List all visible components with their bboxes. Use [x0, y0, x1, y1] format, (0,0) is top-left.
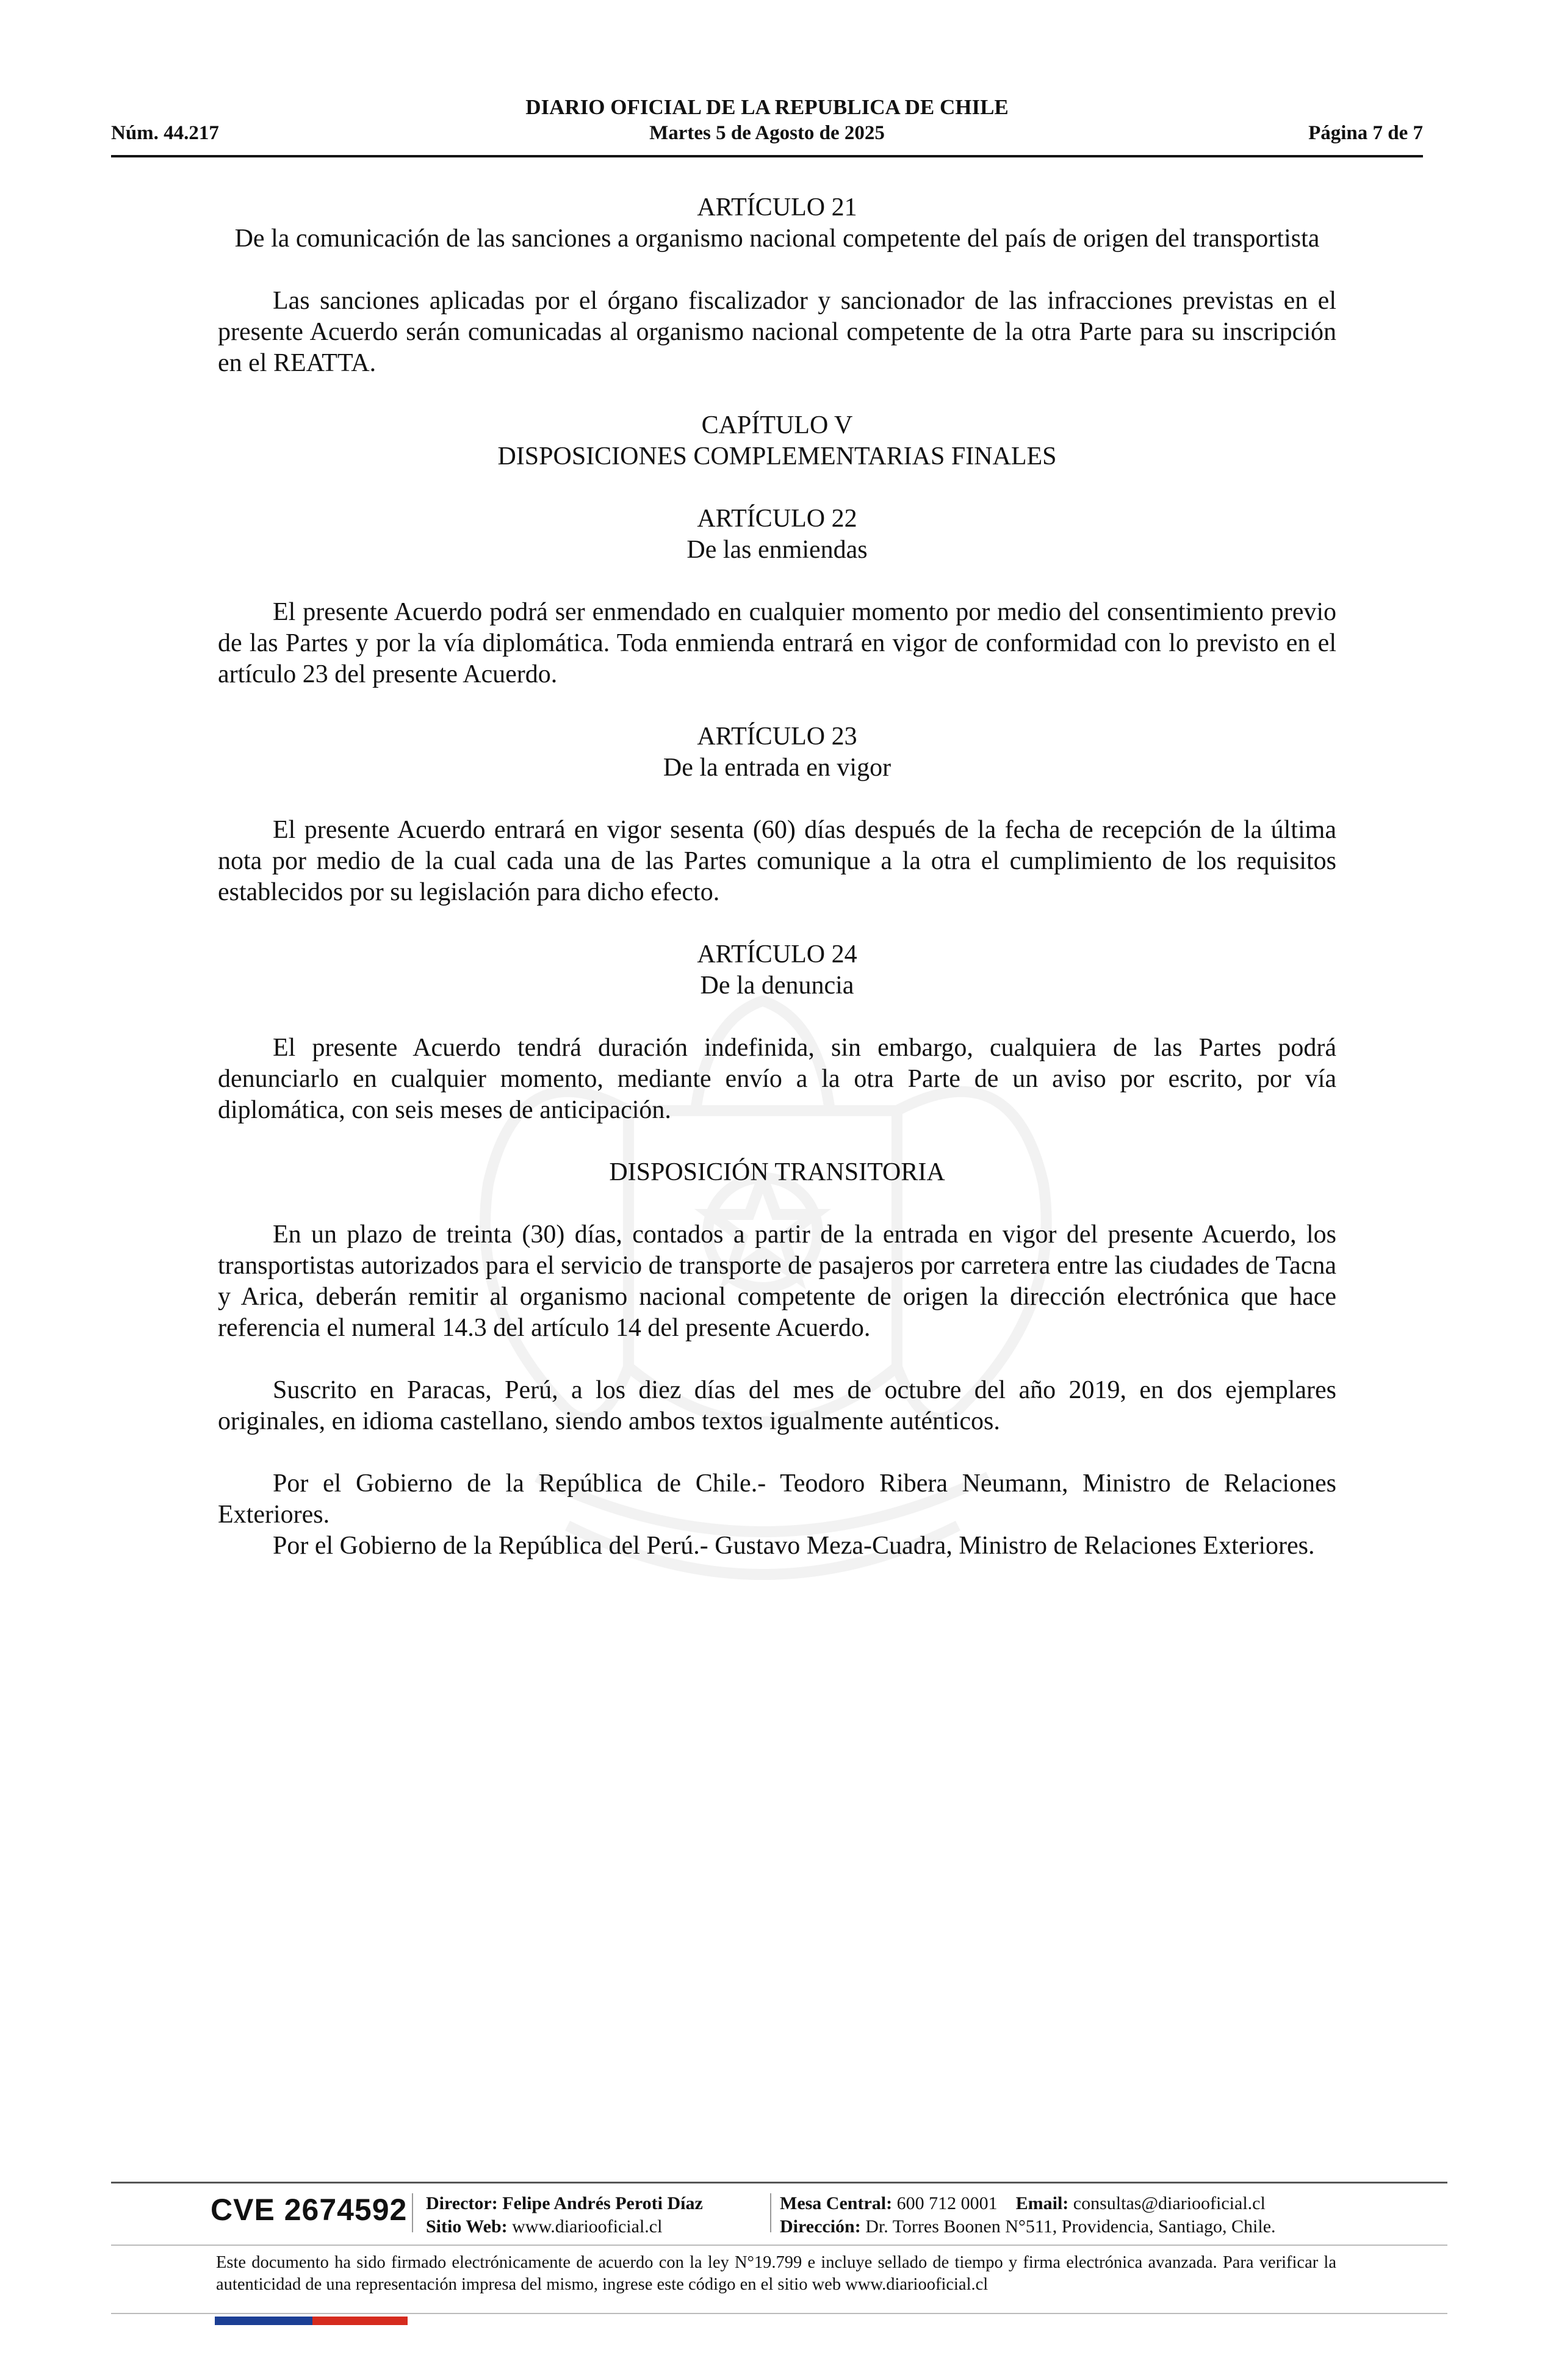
flag-stripe-blue [215, 2317, 312, 2325]
article-subtitle: De las enmiendas [686, 536, 868, 564]
transitory-provision-text: En un plazo de treinta (30) días, contados a partir de la entrada en vigor del presente Acuerdo, los transportistas autorizados para el servicio de transporte de pasajeros por carretera entre las ciudades de Tacna y Arica, deberán remitir al organismo nacional competente de origen la dirección electrónica que hace referencia el numeral 14.3 del artículo 14 del presente Acuerdo. [218, 1221, 1336, 1342]
web-label: Sitio Web: [426, 2216, 508, 2237]
flag-stripe-red [312, 2317, 408, 2325]
footer-director-block [426, 2192, 703, 2238]
signature-notice: Este documento ha sido firmado electrónicamente de acuerdo con la ley N°19.799 e incluye sellado de tiempo y firma electrónica avanzada. Para verificar la autenticidad de una representación impresa del mismo, ingrese este código en el sitio web www.diariooficial.cl [216, 2253, 1336, 2294]
article-title: ARTÍCULO 22 [697, 505, 857, 533]
footer-separator [770, 2193, 771, 2232]
document-body [218, 192, 1336, 1562]
director-label: Director: [426, 2193, 498, 2213]
mesa-label: Mesa Central: [780, 2193, 893, 2213]
email-label: Email: [1015, 2193, 1069, 2213]
footer-divider [111, 2313, 1447, 2314]
article-24-text: El presente Acuerdo tendrá duración indefinida, sin embargo, cualquiera de las Partes podrá denunciarlo en cualquier momento, mediante envío a la otra Parte de un aviso por escrito, por vía diplomática, con seis meses de anticipación. [218, 1034, 1336, 1124]
issue-date: Martes 5 de Agosto de 2025 [649, 122, 885, 144]
article-title: ARTÍCULO 23 [697, 723, 857, 751]
header-divider [111, 155, 1423, 157]
article-title: ARTÍCULO 24 [697, 940, 857, 968]
footer-contact-block [780, 2192, 1427, 2238]
page-header [111, 95, 1423, 157]
email-link[interactable]: consultas@diariooficial.cl [1073, 2193, 1266, 2213]
footer-divider [111, 2245, 1447, 2246]
section-title: DISPOSICIÓN TRANSITORIA [609, 1158, 945, 1186]
article-subtitle: De la denuncia [700, 972, 854, 1000]
chapter-5-heading [218, 410, 1336, 472]
signature-chile: Por el Gobierno de la República de Chile.- Teodoro Ribera Neumann, Ministro de Relaciones Exteriores. [218, 1469, 1336, 1529]
address-value: Dr. Torres Boonen N°511, Providencia, Santiago, Chile. [865, 2216, 1276, 2237]
signing-statement: Suscrito en Paracas, Perú, a los diez días del mes de octubre del año 2019, en dos ejemplares originales, en idioma castellano, siendo ambos textos igualmente auténticos. [218, 1376, 1336, 1435]
transitory-provision-heading [218, 1157, 1336, 1188]
mesa-phone: 600 712 0001 [896, 2193, 998, 2213]
article-title: ARTÍCULO 21 [697, 193, 857, 222]
chapter-title: CAPÍTULO V [701, 411, 853, 439]
article-23-heading [218, 721, 1336, 784]
article-23-text: El presente Acuerdo entrará en vigor sesenta (60) días después de la fecha de recepción de la última nota por medio de la cual cada una de las Partes comunique a la otra el cumplimiento de los requisitos establecidos por su legislación para dicho efecto. [218, 816, 1336, 906]
issue-number: Núm. 44.217 [111, 122, 219, 144]
article-subtitle: De la entrada en vigor [663, 754, 891, 782]
article-22-heading [218, 503, 1336, 566]
web-link[interactable]: www.diariooficial.cl [512, 2216, 663, 2237]
article-subtitle: De la comunicación de las sanciones a organismo nacional competente del país de origen del transportista [234, 225, 1320, 253]
signature-peru: Por el Gobierno de la República del Perú.- Gustavo Meza-Cuadra, Ministro de Relaciones Exteriores. [273, 1532, 1315, 1560]
newspaper-title: DIARIO OFICIAL DE LA REPUBLICA DE CHILE [525, 95, 1009, 119]
director-name: Felipe Andrés Peroti Díaz [502, 2193, 703, 2213]
page-number: Página 7 de 7 [1308, 122, 1423, 144]
article-24-heading [218, 939, 1336, 1001]
chapter-subtitle: DISPOSICIONES COMPLEMENTARIAS FINALES [497, 442, 1057, 471]
article-22-text: El presente Acuerdo podrá ser enmendado en cualquier momento por medio del consentimiento previo de las Partes y por la vía diplomática. Toda enmienda entrará en vigor de conformidad con lo previsto en el artículo 23 del presente Acuerdo. [218, 598, 1336, 688]
article-21-heading [218, 192, 1336, 254]
footer-divider [111, 2182, 1447, 2183]
footer-separator [412, 2193, 413, 2232]
article-21-text: Las sanciones aplicadas por el órgano fiscalizador y sancionador de las infracciones previstas en el presente Acuerdo serán comunicadas al organismo nacional competente de la otra Parte para su inscripción en el REATTA. [218, 287, 1336, 377]
address-label: Dirección: [780, 2216, 861, 2237]
cve-code: CVE 2674592 [211, 2193, 408, 2227]
